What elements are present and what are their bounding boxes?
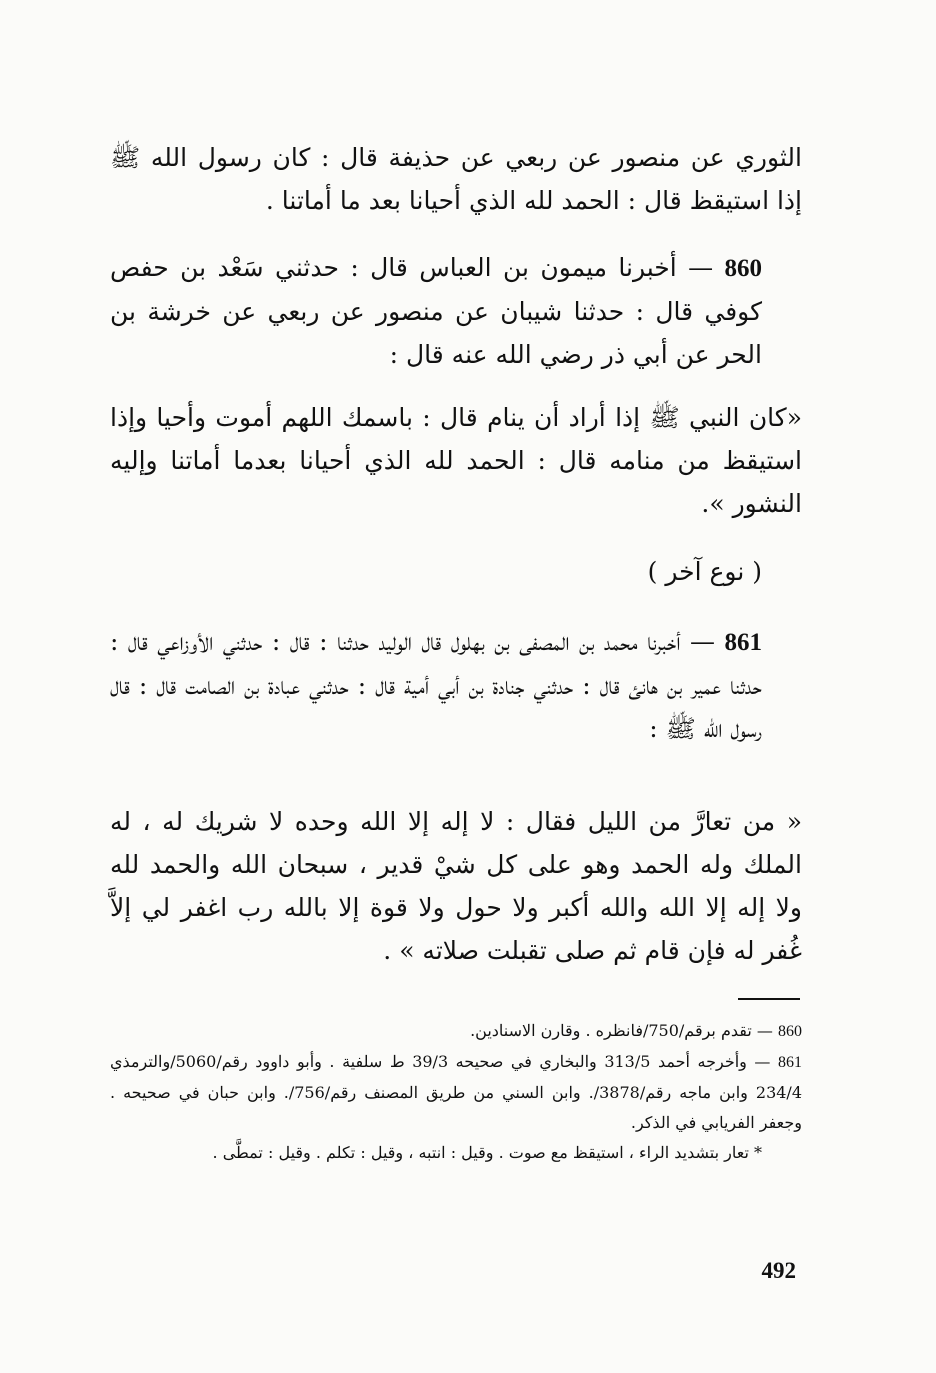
- footnote-861: [110, 1047, 802, 1138]
- hadith-861-matn: [110, 800, 802, 972]
- footnote-860: [110, 1016, 802, 1047]
- section-heading: ( نوع آخر ): [647, 557, 762, 586]
- hadith-861-matn-text: « من تعارَّ من الليل فقال : لا إله إلا الله وحده لا شريك له ، له الملك وله الحمد وهو على كل شيْ قدير ، سبحان الله والحمد لله ولا إله إلا الله والله أكبر ولا حول ولا قوة إلا بالله رب اغفر لي إلاَّ غُفر له فإن قام ثم صلى تقبلت صلاته » .: [110, 807, 802, 965]
- section-heading-block: [110, 550, 802, 593]
- hadith-861-isnad-text: — أخبرنا محمد بن المصفى بن بهلول قال الوليد حدثنا : قال : حدثني الأوزاعي قال : حدثنا عمير بن هانئ قال : حدثني جنادة بن أبي أمية قال : حدثني عبادة بن الصامت قال : قال رسول الله ﷺ :: [110, 627, 763, 743]
- paragraph-continuation: [110, 136, 802, 222]
- continuation-text: الثوري عن منصور عن ربعي عن حذيفة قال : كان رسول الله ﷺ إذا استيقظ قال : الحمد لله الذي أحيانا بعد ما أماتنا .: [110, 143, 802, 215]
- footnotes: [110, 1016, 802, 1168]
- footnote-860-text: — تقدم برقم/750/فانظره . وقارن الاسنادين.: [470, 1021, 773, 1040]
- hadith-860-matn: [110, 396, 802, 525]
- footnote-number-861: 861: [778, 1054, 802, 1071]
- hadith-number-861: 861: [724, 629, 762, 656]
- hadith-number-860: 860: [724, 255, 763, 282]
- hadith-861-isnad-line: [110, 620, 802, 750]
- page-number: 492: [761, 1258, 796, 1283]
- footnote-number-860: 860: [778, 1023, 802, 1040]
- hadith-861-isnad: [110, 620, 802, 750]
- footnote-separator: [738, 998, 800, 1000]
- hadith-860-isnad: [110, 246, 802, 376]
- footnote-861-text: — وأخرجه أحمد 313/5 والبخاري في صحيحه 39/3 ط سلفية . وأبو داوود رقم/5060/والترمذي 234/4 وابن ماجه رقم/3878/. وابن السني من طريق المصنف رقم/756/. وابن حبان في صحيحه . وجعفر الفريابي في الذكر.: [110, 1052, 802, 1132]
- hadith-860-isnad-line: [110, 246, 802, 376]
- hadith-860-isnad-text: — أخبرنا ميمون بن العباس قال : حدثني سَعْد بن حفص كوفي قال : حدثنا شيبان عن منصور عن ربعي عن خرشة بن الحر عن أبي ذر رضي الله عنه قال :: [110, 253, 762, 369]
- hadith-860-matn-text: «كان النبي ﷺ إذا أراد أن ينام قال : باسمك اللهم أموت وأحيا وإذا استيقظ من منامه قال : الحمد لله الذي أحيانا بعدما أماتنا وإليه النشور ».: [110, 403, 802, 518]
- footnote-gloss: * تعار بتشديد الراء ، استيقظ مع صوت . وقيل : انتبه ، وقيل : تكلم . وقيل : تمطَّى .: [212, 1143, 762, 1162]
